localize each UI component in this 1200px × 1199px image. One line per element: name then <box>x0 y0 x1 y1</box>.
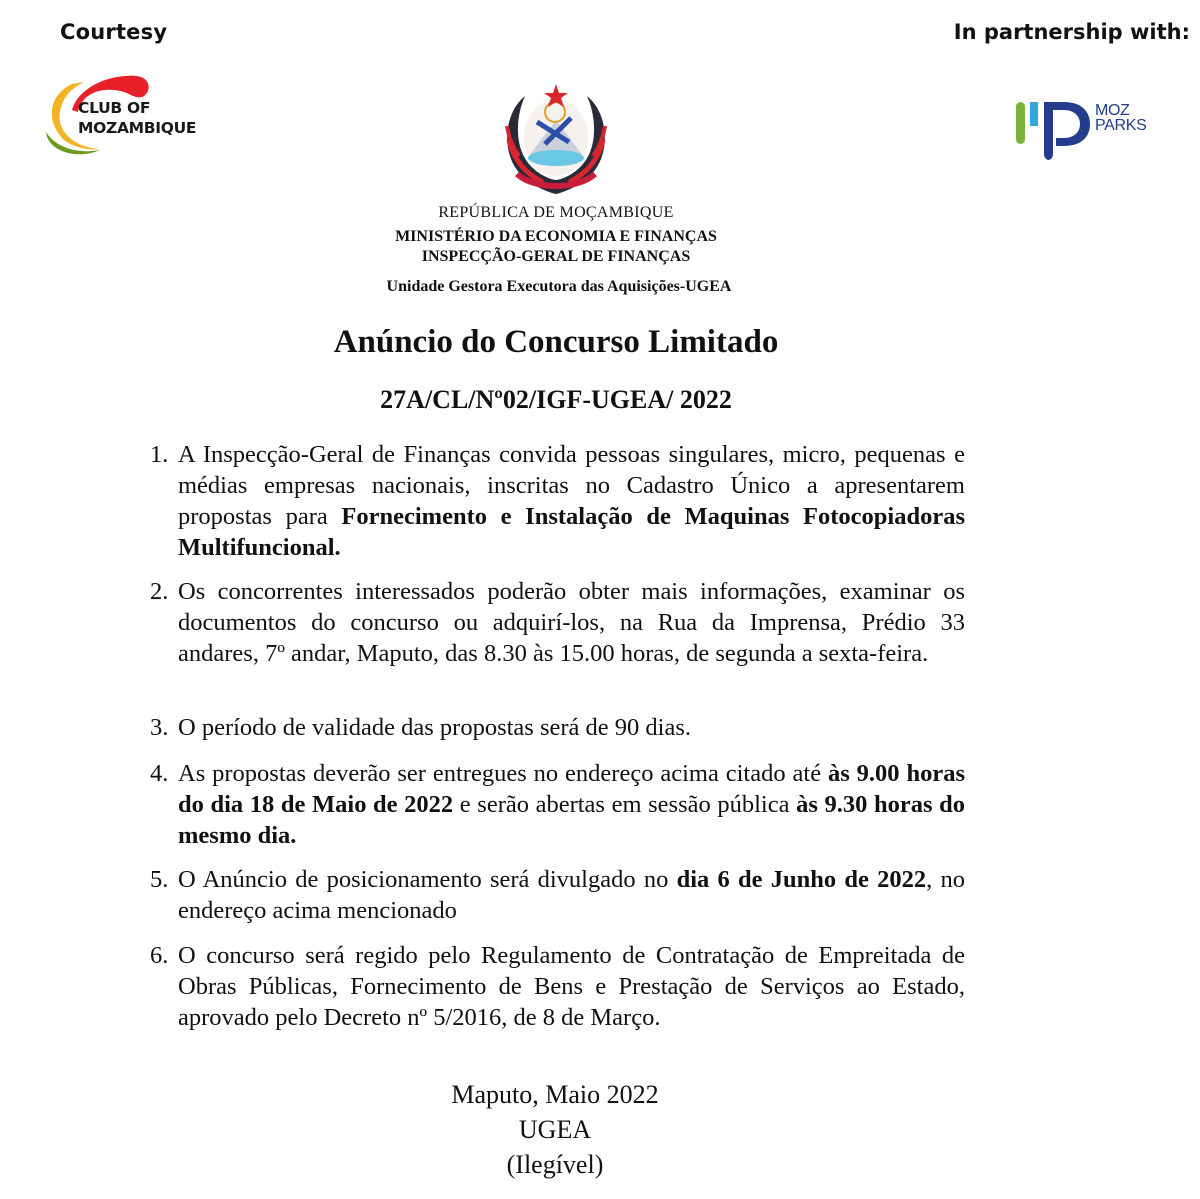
notice-item <box>150 439 965 563</box>
item-text-run: O concurso será regido pelo Regulamento de Contratação de Empreitada de Obras Públicas, Fornecimento de Bens e Prestação de Serviços ao Estado, aprovado pelo Decreto nº 5/2016, de 8 de Março. <box>178 942 965 1031</box>
item-text-bold-run: dia 6 de Junho de 2022 <box>676 866 927 893</box>
notice-item <box>150 864 965 926</box>
item-text <box>178 712 965 743</box>
unit-heading: Unidade Gestora Executora das Aquisições-UGEA <box>386 278 732 295</box>
item-number: 4. <box>150 760 169 787</box>
item-text-run: O Anúncio de posicionamento será divulgado no <box>178 866 677 893</box>
club-logo-line1: CLUB OF <box>78 99 151 117</box>
notice-reference: 27A/CL/Nº02/IGF-UGEA/ 2022 <box>380 385 732 414</box>
signature-organization: UGEA <box>518 1115 592 1144</box>
item-number: 3. <box>150 714 169 741</box>
moz-parks-line2: PARKS <box>1095 117 1147 134</box>
item-text-run: O período de validade das propostas será de 90 dias. <box>178 714 691 741</box>
mozambique-emblem-icon <box>495 78 617 198</box>
item-text <box>178 439 965 563</box>
item-text-run: e serão abertas em sessão pública <box>453 791 797 818</box>
item-number: 1. <box>150 441 169 468</box>
coat-of-arms-emblem <box>495 78 617 198</box>
item-number: 6. <box>150 942 169 969</box>
signature-place-date: Maputo, Maio 2022 <box>451 1080 659 1109</box>
notice-item <box>150 576 965 669</box>
notice-title: Anúncio do Concurso Limitado <box>333 324 779 360</box>
item-text <box>178 864 965 926</box>
item-text <box>178 576 965 669</box>
notice-item <box>150 758 965 851</box>
item-number: 2. <box>150 578 169 605</box>
republic-heading: REPÚBLICA DE MOÇAMBIQUE <box>438 204 674 221</box>
item-text-bold-run: às 9.00 horas do dia 18 de Maio de 2022 <box>178 760 965 818</box>
club-logo-line2: MOZAMBIQUE <box>78 119 197 137</box>
moz-parks-logo <box>1012 96 1152 166</box>
moz-parks-line1: MOZ <box>1095 102 1130 119</box>
ministry-heading: MINISTÉRIO DA ECONOMIA E FINANÇAS <box>395 228 717 245</box>
courtesy-label: Courtesy <box>60 20 168 44</box>
partnership-label: In partnership with: <box>953 20 1190 44</box>
inspection-heading: INSPECÇÃO-GERAL DE FINANÇAS <box>421 248 691 265</box>
item-text-bold-run: às 9.30 horas do mesmo dia. <box>178 791 965 849</box>
item-text-run: A Inspecção-Geral de Finanças convida pessoas singulares, micro, pequenas e médias empresas nacionais, inscritas no Cadastro Único a apresentarem propostas para <box>178 441 965 530</box>
item-text-run: As propostas deverão ser entregues no endereço acima citado até <box>178 760 828 787</box>
notice-item <box>150 712 965 743</box>
item-text-run: Os concorrentes interessados poderão obter mais informações, examinar os documentos do concurso ou adquirí-los, na Rua da Imprensa, Prédio 33 andares, 7º andar, Maputo, das 8.30 às 15.00 horas, de segunda a sexta-feira. <box>178 578 965 667</box>
item-text <box>178 758 965 851</box>
notice-item <box>150 940 965 1033</box>
item-number: 5. <box>150 866 169 893</box>
signature-note: (Ilegível) <box>506 1150 604 1179</box>
item-text <box>178 940 965 1033</box>
item-text-bold-run: Fornecimento e Instalação de Maquinas Fotocopiadoras Multifuncional. <box>178 503 965 561</box>
club-of-mozambique-logo <box>38 70 208 160</box>
item-text-run: , no endereço acima mencionado <box>178 866 966 924</box>
